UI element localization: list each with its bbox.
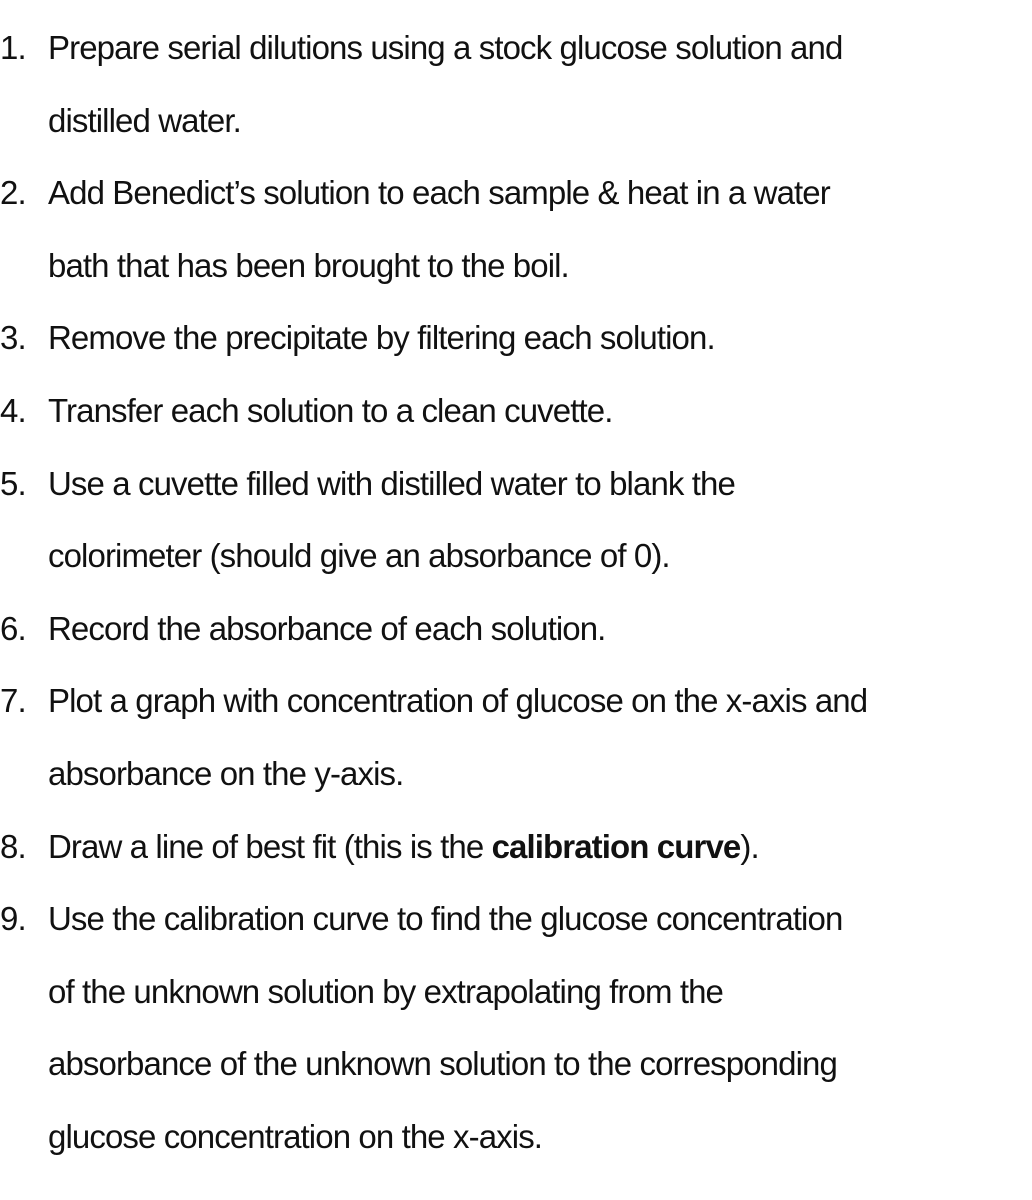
step-number: 7. — [0, 682, 26, 720]
step-text-line: absorbance on the y-axis. — [48, 754, 404, 792]
step-text-line: Prepare serial dilutions using a stock glucose solution and — [48, 29, 843, 66]
step-text-line: Add Benedict’s solution to each sample & heat in a water — [48, 174, 830, 212]
step-5 — [0, 448, 1032, 593]
step-text-line: bath that has been brought to the boil. — [48, 246, 569, 284]
procedure-steps-list — [0, 12, 1032, 1174]
step-text-line: Record the absorbance of each solution. — [48, 609, 606, 647]
step-number: 3. — [0, 319, 26, 357]
step-text-line: Use a cuvette filled with distilled water to blank the — [48, 464, 735, 502]
step-text-line: Use the calibration curve to find the glucose concentration — [48, 900, 843, 938]
step-2 — [0, 157, 1032, 302]
step-text-line: distilled water. — [48, 101, 241, 139]
step-text-line: Remove the precipitate by filtering each solution. — [48, 319, 715, 357]
step-6 — [0, 593, 1032, 666]
step-number: 1. — [0, 29, 26, 66]
step-text-line: Transfer each solution to a clean cuvette. — [48, 391, 613, 429]
step-number: 5. — [0, 464, 26, 502]
step-number: 4. — [0, 391, 26, 429]
step-number: 6. — [0, 609, 26, 647]
step-text-line: colorimeter (should give an absorbance of 0). — [48, 537, 670, 575]
step-7 — [0, 665, 1032, 810]
step-text: ). — [740, 827, 759, 865]
calibration-curve-term: calibration curve — [491, 827, 741, 865]
step-number: 9. — [0, 900, 26, 938]
step-text-line: absorbance of the unknown solution to the corresponding — [48, 1045, 837, 1083]
step-1 — [0, 12, 1032, 157]
step-text-line: glucose concentration on the x-axis. — [48, 1117, 543, 1155]
step-4 — [0, 375, 1032, 448]
step-3 — [0, 302, 1032, 375]
step-number: 8. — [0, 827, 26, 865]
step-text-line — [48, 811, 1032, 884]
step-text-line: of the unknown solution by extrapolating from the — [48, 972, 724, 1010]
step-8 — [0, 811, 1032, 884]
step-9 — [0, 883, 1032, 1173]
step-text-line: Plot a graph with concentration of glucose on the x-axis and — [48, 682, 868, 720]
step-text: Draw a line of best fit (this is the — [48, 827, 492, 865]
step-number: 2. — [0, 174, 26, 212]
